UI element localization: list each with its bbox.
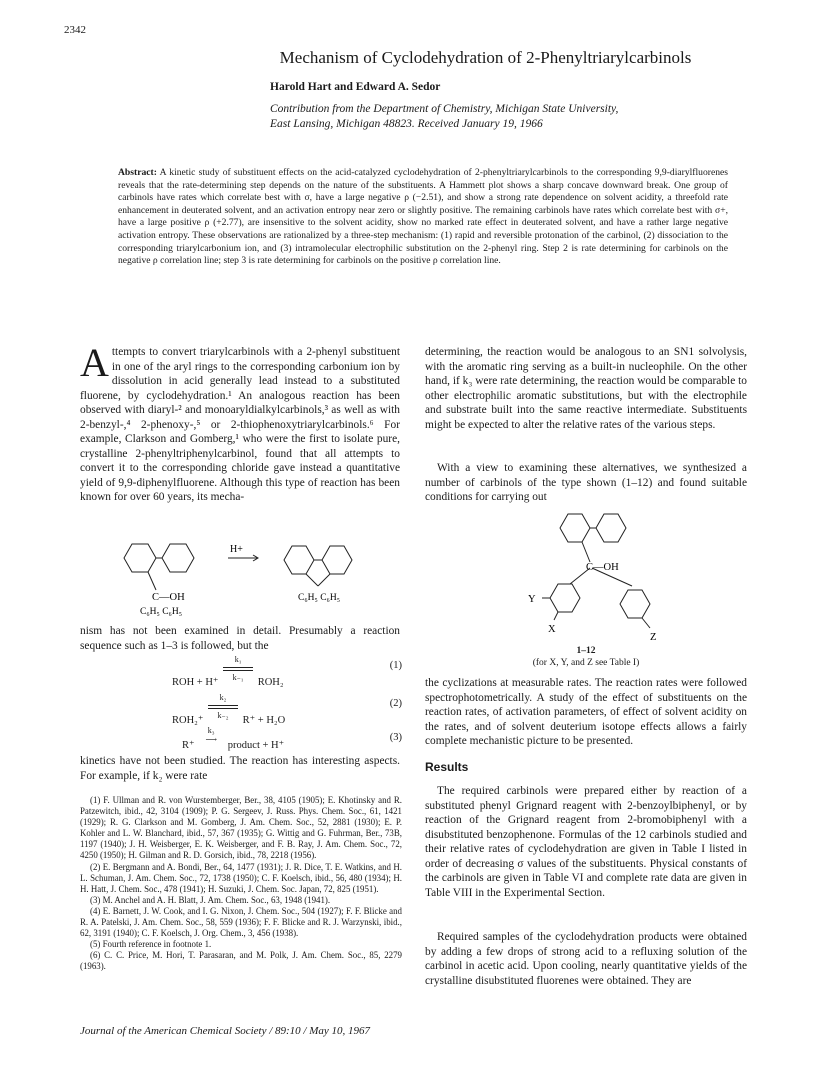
carbinol-structure xyxy=(520,510,700,645)
footnote-5: (5) Fourth reference in footnote 1. xyxy=(90,939,212,950)
structure-caption: (for X, Y, and Z see Table I) xyxy=(532,658,640,668)
drop-cap: A xyxy=(80,340,109,385)
structure-ring-z xyxy=(620,590,650,618)
eq3-number: (3) xyxy=(389,732,402,743)
left-column-para2: nism has not been examined in detail. Presumably a reaction sequence such as 1–3 is followed, but the xyxy=(80,625,400,652)
intro-text: ttempts to convert triarylcarbinols with a 2-phenyl substituent in one of the aryl rings to the corresponding carbonium ion by dissolution in acid generally lead instead to a substituted fluorene, by cyclodehydration.¹ An analogous reaction has been observed with diaryl-² and monoaryldialkylcarbinols,³ as well as with 2-benzyl-,⁴ 2-phenoxy-,⁵ or 2-thiophenoxytriarylcarbinols.⁶ For example, Clarkson and Gomberg,¹ who were the first to isolate pure, crystalline 2-phenyltriphenylcarbinol, found that all attempts to convert it to the corresponding chloride gave instead a quantitative yield of 9,9-diphenylfluorene. Although this type of reaction has been known for over 60 years, its mecha- xyxy=(80,346,400,503)
eq2-right: R⁺ + H₂O xyxy=(242,715,286,726)
structure-ring-xy xyxy=(550,584,580,612)
right-column-para2: With a view to examining these alternatives, we synthesized a number of carbinols of the type shown (1–12) and found suitable conditions for carrying out xyxy=(425,462,747,503)
right-column-para5: Required samples of the cyclodehydration products were obtained by adding a few drops of strong acid to a refluxing solution of the carbinol in acetic acid. Upon cooling, nearly quantitative yields of the crystalline disubstituted fluorenes were obtained. They are xyxy=(425,931,747,987)
eq2-number: (2) xyxy=(389,698,402,709)
affiliation xyxy=(270,102,740,132)
scheme-left-ring-a xyxy=(124,544,156,572)
scheme-right-ring-b xyxy=(322,546,352,574)
structure-biphenyl-ring-a xyxy=(560,514,590,542)
equation-2 xyxy=(172,693,402,726)
affiliation-line-1: Contribution from the Department of Chemistry, Michigan State University, xyxy=(270,103,619,115)
right-column-para1: determining, the reaction would be analogous to an SN1 solvolysis, with the aromatic ring serving as a built-in nucleophile. On the other hand, if k₃ were rate determining, the reaction would be comparable to other electrophilic aromatic substitutions, but with the electrophile and substrate built into the same reactive intermediate. Substituents might be expected to alter the relative rates of the various steps. xyxy=(425,346,747,431)
structure-group: C—OH xyxy=(586,562,619,573)
footnote-1: (1) F. Ullman and R. von Wurstemberger, Ber., 38, 4105 (1905); E. Khotinsky and R. Patzewitch, ibid., 42, 3104 (1909); P. G. Sergeev, J. Russ. Phys. Chem. Soc., 61, 1421 (1929); R. G. Clarkson and M. Gomberg, J. Am. Chem. Soc., 52, 2881 (1930); E. P. Kohler and L. W. Blanchard, ibid., 57, 367 (1935); G. Wittig and G. Fuhrman, Ber., 73B, 1197 (1940); J. H. Weisberger, E. K. Weisberger, and F. B. Ray, J. Am. Chem. Soc., 72, 4250 (1950); H. Gilman and R. D. Gorsich, ibid., 78, 2218 (1956). xyxy=(80,795,402,861)
eq2-rate: $\frac{\text{k₂}}{\text{k₋₂}}$ xyxy=(206,693,240,720)
eq3-right: product + H⁺ xyxy=(227,740,285,751)
left-column-para3: kinetics have not been studied. The reaction has interesting aspects. For example, if k₂ were rate xyxy=(80,755,400,782)
journal-citation: Journal of the American Chemical Society / 89:10 / May 10, 1967 xyxy=(80,1025,371,1037)
eq2-left: ROH₂⁺ xyxy=(172,715,204,726)
eq1-rate: $\frac{\text{k₁}}{\text{k₋₁}}$ xyxy=(221,655,255,682)
structure-z-label: Z xyxy=(650,632,657,643)
eq1-left: ROH + H⁺ xyxy=(172,677,219,688)
article-title: Mechanism of Cyclodehydration of 2-Phenyltriarylcarbinols xyxy=(279,48,692,67)
article-authors: Harold Hart and Edward A. Sedor xyxy=(270,81,441,93)
affiliation-line-2: East Lansing, Michigan 48823. Received January 19, 1966 xyxy=(270,118,543,130)
eq1-right: ROH₂ xyxy=(257,677,284,688)
structure-biphenyl-ring-b xyxy=(596,514,626,542)
abstract xyxy=(118,167,728,268)
scheme-left-substituents: C₆H₅ C₆H₅ xyxy=(140,607,183,617)
abstract-label: Abstract: xyxy=(118,167,157,178)
scheme-right-ring-a xyxy=(284,546,314,574)
eq3-rate: k₃ ⟶ xyxy=(205,726,217,744)
page-number: 2342 xyxy=(64,24,86,36)
structure-y-label: Y xyxy=(528,594,536,605)
scheme-right-substituents: C₆H₅ C₆H₅ xyxy=(298,593,341,603)
equation-1 xyxy=(172,655,402,688)
footnote-4: (4) E. Barnett, J. W. Cook, and I. G. Nixon, J. Chem. Soc., 504 (1927); F. F. Blicke and R. A. Patelski, J. Am. Chem. Soc., 58, 559 (1936); F. F. Blicke and R. J. Warzynski, ibid., 62, 3191 (1940); C. F. Koelsch, J. Org. Chem., 3, 456 (1938). xyxy=(80,905,402,939)
equation-3 xyxy=(182,726,402,751)
eq3-left: R⁺ xyxy=(182,740,195,751)
structure-x-label: X xyxy=(548,624,556,635)
scheme-carbinol-label: C—OH xyxy=(152,592,185,603)
scheme-left-ring-b xyxy=(162,544,194,572)
scheme-reagent: H+ xyxy=(230,544,243,555)
right-column-para4: The required carbinols were prepared either by reaction of a substituted phenyl Grignard reagent with 2-benzoylbiphenyl, or by reaction of the Grignard reagent from 2-bromobiphenyl with a disubstituted benzophenone. Formulas of the 12 carbinols studied and their relative rates of cyclodehydration are given in Table I listed in order of decreasing σ values of the substituents. Physical constants of the carbinols are given in Table VI and complete rate data are given in Table VIII in the Experimental Section. xyxy=(425,785,747,899)
footnote-3: (3) M. Anchel and A. H. Blatt, J. Am. Chem. Soc., 63, 1948 (1941). xyxy=(90,894,331,905)
cyclodehydration-scheme xyxy=(110,540,400,620)
footnote-2: (2) E. Bergmann and A. Bondi, Ber., 64, 1477 (1931); J. R. Dice, T. E. Watkins, and H. L. Schuman, J. Am. Chem. Soc., 72, 1738 (1950); C. F. Koelsch, ibid., 56, 480 (1934); H. H. Hatt, J. Chem. Soc., 478 (1941); H. Suzuki, J. Chem. Soc. Japan, 72, 825 (1951). xyxy=(80,861,402,894)
abstract-text: A kinetic study of substituent effects on the acid-catalyzed cyclodehydration of 2-phenyltriarylcarbinols to the corresponding 9,9-diarylfluorenes reveals that the rate-determining step depends on the nature of the substituents. A Hammett plot shows a sharp concave downward break. One group of carbinols have rates which correlate best with σ, have a large negative ρ (−2.51), and show a strong rate dependence on solvent acidity, a threefold rate enhancement in deuterated solvent, and an activation entropy near zero or slightly positive. The remaining carbinols have rates which correlate best with σ+, have a large positive ρ (+2.77), are insensitive to the solvent acidity, show no marked rate effect in deuterated solvent, and have a rather large negative activation entropy. These observations are rationalized by a three-step mechanism: (1) rapid and reversible protonation of the carbinol, (2) dissociation to the corresponding triarylcarbonium ion, and (3) intramolecular electrophilic substitution on the 2-phenyl ring. Step 2 is rate determining for carbinols on the negative ρ correlation line; step 3 is rate determining for carbinols on the positive ρ correlation line. xyxy=(118,167,728,267)
left-column-para1 xyxy=(80,340,400,505)
footnotes xyxy=(80,795,402,973)
eq1-number: (1) xyxy=(389,660,402,671)
footnote-6: (6) C. C. Price, M. Hori, T. Parasaran, and M. Polk, J. Am. Chem. Soc., 85, 2279 (1963). xyxy=(80,950,402,972)
compound-label: 1–12 xyxy=(576,646,596,656)
section-heading-results: Results xyxy=(425,760,469,774)
right-column-para3: the cyclizations at measurable rates. The reaction rates were followed spectrophotometrically. A study of the effect of substituents on the reaction rates, of activation parameters, of effect of solvent acidity on the rates, and of solvent deuterium isotope effects allows a fairly complete mechanistic picture to be presented. xyxy=(425,677,747,747)
